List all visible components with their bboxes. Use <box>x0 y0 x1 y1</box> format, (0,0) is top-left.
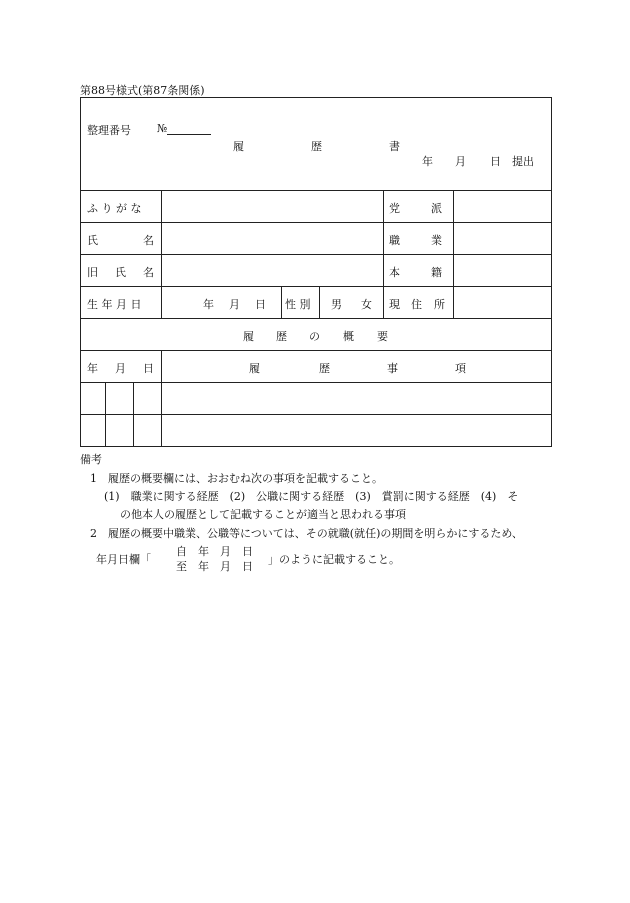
form-number-title: 第88号様式(第87条関係) <box>80 84 205 97</box>
note-2-line2: 至 年 月 日 <box>176 560 253 573</box>
honseki-char-2: 籍 <box>431 266 442 279</box>
seibetsu-label: 性 別 <box>285 298 311 311</box>
female-option[interactable]: 女 <box>361 298 372 311</box>
resume-form <box>80 97 552 447</box>
notes-heading: 備考 <box>80 453 102 466</box>
honseki-char-1: 本 <box>389 266 400 279</box>
note-1-sub-a: (1) 職業に関する経歴 (2) 公職に関する経歴 (3) 賞罰に関する経歴 (4) そ <box>104 490 519 503</box>
submit-month: 月 <box>455 155 466 168</box>
submit-day: 日 <box>490 155 501 168</box>
genjusho-char-2: 住 <box>411 298 422 311</box>
touha-char-2: 派 <box>431 202 442 215</box>
note-1: 1 履歴の概要欄には、おおむね次の事項を記載すること。 <box>90 472 383 485</box>
shokugyo-input[interactable] <box>454 223 551 254</box>
col-items-char-1: 履 <box>249 362 260 375</box>
shimei-char-1: 氏 <box>87 234 98 247</box>
genjusho-char-1: 現 <box>389 298 400 311</box>
note-2: 2 履歴の概要中職業、公職等については、その就職(就任)の期間を明らかにするため、 <box>90 527 523 540</box>
furigana-input[interactable] <box>162 191 382 222</box>
summary-heading-char-3: の <box>309 330 320 343</box>
col-day: 日 <box>143 362 154 375</box>
seinengappi-label: 生 年 月 日 <box>87 298 142 311</box>
summary-heading-char-4: 概 <box>343 330 354 343</box>
no-label: № <box>157 122 211 135</box>
birth-year-label: 年 <box>203 298 214 311</box>
summary-heading-char-5: 要 <box>377 330 388 343</box>
col-items-char-2: 歴 <box>319 362 330 375</box>
kyushimei-char-2: 氏 <box>115 266 126 279</box>
touha-input[interactable] <box>454 191 551 222</box>
male-option[interactable]: 男 <box>331 298 342 311</box>
kyushimei-input[interactable] <box>162 255 382 286</box>
submit-label: 提出 <box>512 155 534 168</box>
note-2-suffix: 」のように記載すること。 <box>268 553 400 566</box>
birth-month-label: 月 <box>229 298 240 311</box>
note-2-prefix: 年月日欄「 <box>96 553 151 566</box>
history-entry-2[interactable] <box>162 415 551 446</box>
genjusho-char-3: 所 <box>434 298 445 311</box>
note-2-line1: 自 年 月 日 <box>176 545 253 558</box>
shokugyo-char-1: 職 <box>389 234 400 247</box>
kyushimei-char-1: 旧 <box>87 266 98 279</box>
shimei-char-2: 名 <box>143 234 154 247</box>
furigana-label: ふ り が な <box>87 202 142 215</box>
seiri-number-label: 整理番号 <box>87 124 131 137</box>
kyushimei-char-3: 名 <box>143 266 154 279</box>
summary-heading-char-2: 歴 <box>276 330 287 343</box>
note-1-sub-b: の他本人の履歴として記載することが適当と思われる事項 <box>120 508 406 521</box>
submit-year: 年 <box>422 155 433 168</box>
summary-heading-char-1: 履 <box>243 330 254 343</box>
honseki-input[interactable] <box>454 255 551 286</box>
genjusho-input[interactable] <box>454 287 551 318</box>
title-char-3: 書 <box>389 140 400 153</box>
touha-char-1: 党 <box>389 202 400 215</box>
col-items-char-3: 事 <box>387 362 398 375</box>
col-year: 年 <box>87 362 98 375</box>
title-char-2: 歴 <box>311 140 322 153</box>
history-entry-1[interactable] <box>162 383 551 414</box>
col-month: 月 <box>115 362 126 375</box>
shokugyo-char-2: 業 <box>431 234 442 247</box>
col-items-char-4: 項 <box>455 362 466 375</box>
title-char-1: 履 <box>233 140 244 153</box>
birth-day-label: 日 <box>255 298 266 311</box>
number-blank[interactable] <box>167 124 211 135</box>
shimei-input[interactable] <box>162 223 382 254</box>
